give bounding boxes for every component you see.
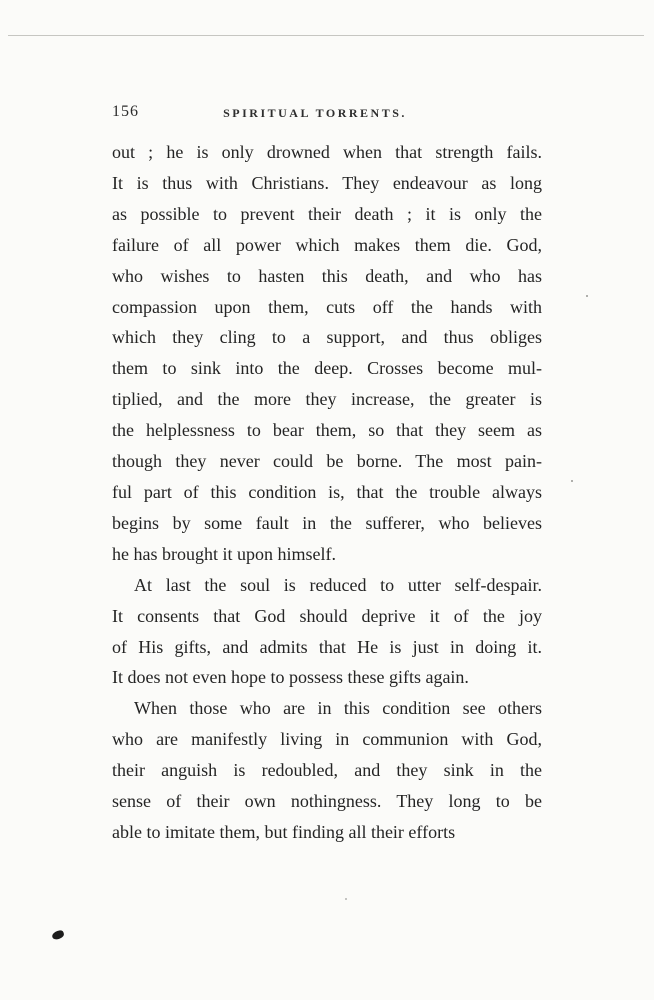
text-line: compassion upon them, cuts off the hands with (112, 296, 542, 317)
text-line: the helplessness to bear them, so that they seem as (112, 420, 542, 441)
text-line: able to imitate them, but finding all their efforts (112, 821, 456, 842)
text-line: out ; he is only drowned when that strength fails. (112, 142, 542, 162)
scan-edge-line (8, 35, 644, 36)
scan-speck (586, 295, 588, 297)
page-number: 156 (112, 103, 139, 120)
text-line: sense of their own nothingness. They long to be (112, 791, 542, 812)
scan-speck (345, 898, 347, 900)
paragraph (112, 570, 542, 694)
text-line: It consents that God should deprive it of the joy (112, 605, 542, 626)
text-line: It does not even hope to possess these gifts again. (112, 667, 469, 688)
running-title: SPIRITUAL TORRENTS. (223, 106, 407, 120)
text-line: At last the soul is reduced to utter self-despair. (134, 574, 542, 595)
text-line: It is thus with Christians. They endeavour as long (112, 172, 542, 193)
text-line: who wishes to hasten this death, and who has (112, 265, 542, 286)
ink-smudge (51, 929, 65, 940)
text-line: begins by some fault in the sufferer, who believes (112, 512, 542, 533)
text-line: which they cling to a support, and thus obliges (112, 327, 542, 348)
text-line: their anguish is redoubled, and they sink in the (112, 760, 542, 781)
text-line: he has brought it upon himself. (112, 543, 336, 564)
text-line: ful part of this condition is, that the trouble always (112, 481, 542, 502)
paragraph (112, 693, 542, 848)
page-header (112, 103, 542, 123)
text-block (112, 137, 542, 848)
text-line: of His gifts, and admits that He is just in doing it. (112, 636, 542, 657)
text-line: them to sink into the deep. Crosses become mul- (112, 358, 542, 379)
text-line: who are manifestly living in communion with God, (112, 729, 542, 750)
text-line: though they never could be borne. The most pain- (112, 451, 542, 472)
text-line: as possible to prevent their death ; it is only the (112, 203, 542, 224)
text-line: failure of all power which makes them die. God, (112, 234, 542, 255)
paragraph (112, 137, 542, 570)
text-line: When those who are in this condition see others (134, 698, 542, 719)
scan-speck (571, 480, 573, 482)
text-line: tiplied, and the more they increase, the greater is (112, 389, 542, 410)
